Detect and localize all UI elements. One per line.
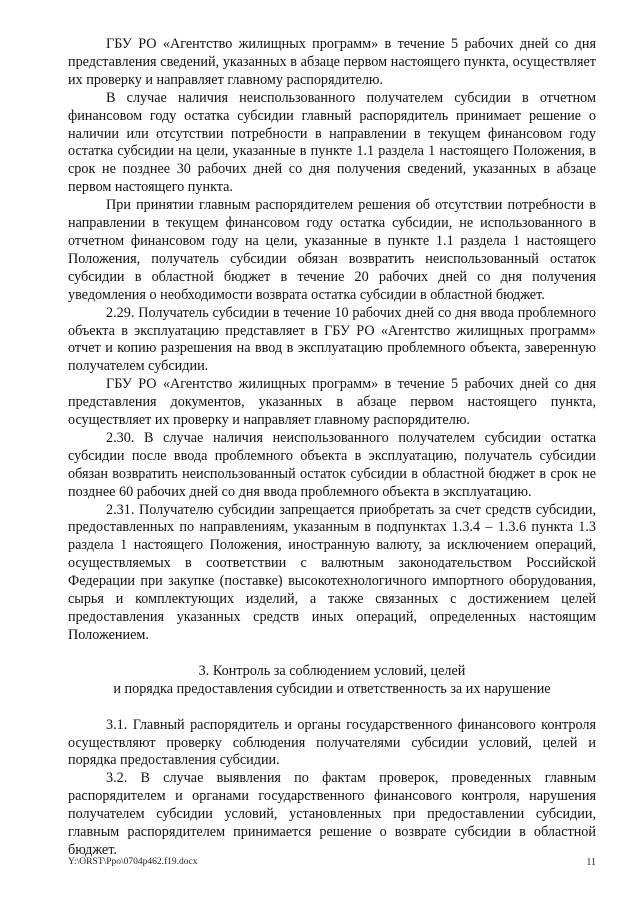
- paragraph: При принятии главным распорядителем решения об отсутствии потребности в направлении в текущем финансовом году остатка субсидии, не использованного в отчетном финансовом году на цели, указанные в пункте 1.1 раздела 1 настоящего Положения, получатель субсидии обязан возвратить неиспользованный остаток субсидии в областной бюджет в течение 20 рабочих дней со дня получения уведомления о необходимости возврата остатка субсидии в областной бюджет.: [68, 197, 596, 303]
- paragraph: 2.30. В случае наличия неиспользованного получателем субсидии остатка субсидии после ввода проблемного объекта в эксплуатацию, получатель субсидии обязан возвратить неиспользованный остаток субсидии в областной бюджет в срок не позднее 60 рабочих дней со дня ввода проблемного объекта в эксплуатацию.: [68, 429, 596, 500]
- section-heading-line: 3. Контроль за соблюдением условий, целей: [198, 662, 466, 679]
- section-heading: [68, 663, 596, 699]
- paragraph: 3.2. В случае выявления по фактам проверок, проведенных главным распорядителем и органами государственного финансового контроля, нарушения получателем субсидии условий, установленных при предоставлении субсидии, главным распорядителем принимается решение о возврате субсидии в областной бюджет.: [68, 770, 596, 858]
- footer-file-path: Y:\ORST\Ppo\0704p462.f19.docx: [68, 857, 198, 867]
- paragraph: 3.1. Главный распорядитель и органы государственного финансового контроля осуществляют проверку соблюдения получателями субсидии условий, целей и порядка предоставления субсидии.: [68, 716, 596, 769]
- paragraph: 2.29. Получатель субсидии в течение 10 рабочих дней со дня ввода проблемного объекта в эксплуатацию представляет в ГБУ РО «Агентство жилищных программ» отчет и копию разрешения на ввод в эксплуатацию проблемного объекта, заверенную получателем субсидии.: [68, 304, 596, 375]
- page-number: 11: [586, 857, 596, 868]
- paragraph: ГБУ РО «Агентство жилищных программ» в течение 5 рабочих дней со дня представления документов, указанных в абзаце первом настоящего пункта, осуществляет их проверку и направляет главному распорядителю.: [68, 376, 596, 429]
- paragraph: ГБУ РО «Агентство жилищных программ» в течение 5 рабочих дней со дня представления сведений, указанных в абзаце первом настоящего пункта, осуществляет их проверку и направляет главному распорядителю.: [68, 36, 596, 88]
- document-body: [68, 36, 596, 860]
- paragraph: В случае наличия неиспользованного получателем субсидии в отчетном финансовом году остатка субсидии главный распорядитель принимает решение о наличии или отсутствии потребности в направлении в текущем финансовом году остатка субсидии на цели, указанные в пункте 1.1 раздела 1 настоящего Положения, в срок не позднее 30 рабочих дней со дня получения сведений, указанных в абзаце первом настоящего пункта.: [68, 89, 596, 196]
- section-heading-line: и порядка предоставления субсидии и ответственность за их нарушение: [113, 680, 551, 697]
- paragraph: 2.31. Получателю субсидии запрещается приобретать за счет средств субсидии, предоставленных по направлениям, указанным в подпунктах 1.3.4 – 1.3.6 пункта 1.3 раздела 1 настоящего Положения, иностранную валюту, за исключением операций, осуществляемых в соответствии с валютным законодательством Российской Федерации при закупке (поставке) высокотехнологичного импортного оборудования, сырья и комплектующих изделий, а также связанных с достижением целей предоставления указанных средств иных операций, определенных настоящим Положением.: [68, 501, 596, 643]
